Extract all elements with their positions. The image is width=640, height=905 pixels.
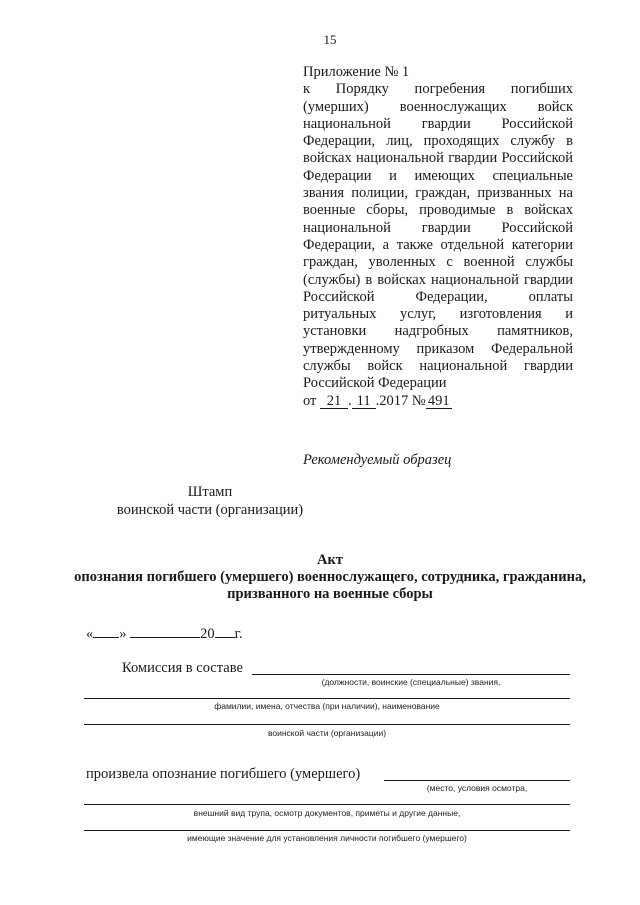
act-date-row — [86, 625, 243, 643]
identification-caption-1: (место, условия осмотра, — [426, 783, 528, 793]
number-prefix: № — [411, 392, 426, 409]
page-number: 15 — [323, 32, 337, 47]
date-day: 21 — [320, 394, 348, 409]
commission-caption-3: воинской части (организации) — [267, 728, 387, 738]
date-year: .2017 — [375, 392, 409, 409]
year-suffix: г. — [234, 626, 243, 642]
close-quote: » — [119, 626, 127, 642]
appendix-body: к Порядку погребения погибших (умерших) военнослужащих войск национальной гвардии Российской Федерации, лиц, проходящих службу в войсках национальной гвардии Российской Федерации и имеющих специальные звания полиции, граждан, призванных на военные сборы, проводимые в войсках национальной гвардии Российской Федерации, а также отдельной категории граждан, уволенных с военной службы (службы) в войсках национальной гвардии Российской Федерации, оплаты ритуальных услуг, изготовления и установки надгробных памятников, утвержденному приказом Федеральной службы войск национальной гвардии Российской Федерации — [303, 81, 573, 392]
commission-caption-1: (должности, воинские (специальные) звания, — [321, 677, 501, 687]
date-month: 11 — [352, 394, 376, 409]
stamp-line-2: воинской части (организации) — [116, 501, 304, 518]
identification-line-1[interactable] — [384, 780, 570, 781]
open-quote: « — [86, 626, 94, 642]
date-prefix: от — [303, 392, 317, 409]
order-number: 491 — [426, 394, 452, 409]
identification-caption-3: имеющие значение для установления личности погибшего (умершего) — [187, 833, 467, 843]
recommended-sample: Рекомендуемый образец — [303, 452, 452, 468]
commission-line-2[interactable] — [84, 698, 570, 699]
act-heading — [60, 552, 600, 603]
commission-line-1[interactable] — [252, 674, 570, 675]
commission-line-3[interactable] — [84, 724, 570, 725]
identification-line-3[interactable] — [84, 830, 570, 831]
commission-caption-2: фамилии, имена, отчества (при наличии), наименование — [214, 701, 440, 711]
month-blank[interactable] — [130, 625, 200, 638]
appendix-block — [303, 64, 573, 410]
identification-line-2[interactable] — [84, 804, 570, 805]
stamp-block — [100, 484, 320, 519]
identification-label: произвела опознание погибшего (умершего) — [86, 766, 361, 782]
act-subtitle: опознания погибшего (умершего) военнослужащего, сотрудника, гражданина, призванного на военные сборы — [74, 569, 586, 602]
stamp-line-1: Штамп — [187, 484, 233, 500]
day-blank[interactable] — [93, 625, 119, 638]
identification-caption-2: внешний вид трупа, осмотр документов, приметы и другие данные, — [193, 808, 461, 818]
commission-label: Комиссия в составе — [122, 660, 243, 676]
act-title: Акт — [317, 552, 343, 568]
year-prefix: 20 — [200, 626, 215, 642]
appendix-title: Приложение № 1 — [303, 64, 410, 80]
year-blank[interactable] — [215, 625, 235, 638]
appendix-date-line: от 21 . 11 .2017 № 491 — [303, 393, 573, 410]
